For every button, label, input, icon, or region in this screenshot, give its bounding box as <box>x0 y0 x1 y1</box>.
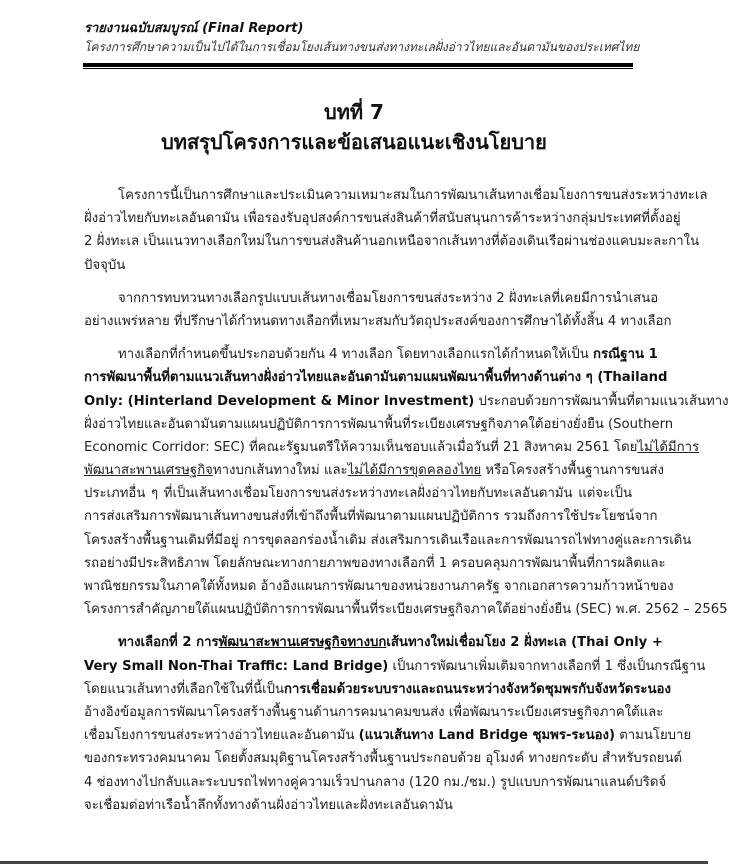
text-line <box>84 436 700 459</box>
bold-text: ทางเลือกที่ 2 การ <box>118 635 219 651</box>
text-line <box>84 413 674 436</box>
text-segment: ตามนโยบาย <box>615 728 692 744</box>
text-segment: ประเภทอื่น ๆ ที่เป็นเส้นทางเชื่อมโยงการขนส่งระหว่างทะเลฝั่งอ่าวไทยกับทะเลอันดามัน แต่จะเป็น <box>84 486 632 502</box>
bold-text: พัฒนาสะพานเศรษฐกิจทางบก <box>218 635 387 651</box>
paragraph <box>84 631 706 817</box>
text-segment: โครงการนี้เป็นการศึกษาและประเมินความเหมาะสมในการพัฒนาเส้นทางเชื่อมโยงการขนส่งระหว่างทะเล <box>118 188 708 203</box>
underlined-text: ไม่ได้มีการ <box>637 439 700 455</box>
paragraph <box>84 287 672 333</box>
text-segment: จากการทบทวนทางเลือกรูปแบบเส้นทางเชื่อมโยงการขนส่งระหว่าง 2 ฝั่งทะเลที่เคยมีการนำเสนอ <box>118 290 659 306</box>
text-line <box>84 505 658 528</box>
bold-text: (แนวเส้นทาง Land Bridge ชุมพร-ระนอง) <box>358 728 615 744</box>
bold-text: Very Small Non-Thai Traffic: Land Bridge) <box>84 658 389 674</box>
text-line <box>84 575 674 598</box>
project-title: โครงการศึกษาความเป็นไปได้ในการเชื่อมโยงเส้นทางขนส่งทางทะเลฝั่งอ่าวไทยและอันดามันของประเทศไทย <box>84 40 640 54</box>
text-line <box>84 343 658 366</box>
text-line <box>84 655 706 678</box>
text-line <box>84 771 667 794</box>
underlined-text: พัฒนาสะพานเศรษฐกิจ <box>84 463 213 479</box>
text-segment: ทางเลือกที่กำหนดขึ้นประกอบด้วยกัน 4 ทางเลือก โดยทางเลือกแรกได้กำหนดให้เป็น <box>118 347 593 363</box>
text-line <box>84 598 728 621</box>
bold-text: กรณีฐาน 1 <box>592 347 658 363</box>
text-segment: พาณิชยกรรมในภาคใต้ทั้งหมด อ้างอิงแผนการพัฒนาของหน่วยงานภาครัฐ จากเอกสารความก้าวหน้าของ <box>84 579 674 594</box>
text-segment: Economic Corridor: SEC) ที่คณะรัฐมนตรีให้ความเห็นชอบแล้วเมื่อวันที่ 21 สิงหาคม 2561 โดย <box>84 439 638 455</box>
report-title: รายงานฉบับสมบูรณ์ (Final Report) <box>84 21 304 36</box>
text-line <box>84 459 664 482</box>
text-line <box>84 390 729 413</box>
text-segment: อย่างแพร่หลาย ที่ปรึกษาได้กำหนดทางเลือกที่เหมาะสมกับวัตถุประสงค์ของการศึกษาได้ทั้งสิ้น 4 ทางเลือก <box>84 313 672 329</box>
text-segment: ฝั่งอ่าวไทยและอันดามันตามแผนปฏิบัติการการพัฒนาพื้นที่ระเบียงเศรษฐกิจภาคใต้อย่างยั่งยืน (Southern <box>84 416 674 432</box>
document-body <box>84 184 729 827</box>
text-segment: ทางบกเส้นทางใหม่ และ <box>212 463 348 479</box>
text-segment: ของกระทรวงคมนาคม โดยตั้งสมมุติฐานโครงสร้างพื้นฐานประกอบด้วย อุโมงค์ ทางยกระดับ สำหรับรถยนต์ <box>84 751 683 767</box>
text-segment: รถอย่างมีประสิทธิภาพ โดยลักษณะทางกายภาพของทางเลือกที่ 1 ครอบคลุมการพัฒนาพื้นที่การผลิตและ <box>84 555 666 571</box>
text-line <box>84 184 708 207</box>
text-line <box>84 701 664 724</box>
text-line <box>84 230 700 253</box>
header-rule-thick <box>83 63 633 67</box>
text-line <box>84 724 692 747</box>
text-line <box>84 287 659 310</box>
text-line <box>84 366 668 389</box>
underlined-text: ไม่ได้มีการขุดคลองไทย <box>347 463 482 479</box>
bold-text: เส้นทางใหม่เชื่อมโยง 2 ฝั่งทะเล (Thai Only + <box>386 635 663 651</box>
text-segment: เชื่อมโยงการขนส่งระหว่างอ่าวไทยและอันดามัน <box>84 728 359 744</box>
text-segment: ฝั่งอ่าวไทยกับทะเลอันดามัน เพื่อรองรับอุปสงค์การขนส่งสินค้าที่สนับสนุนการค้าระหว่างกลุ่มประเทศที่ตั้งอยู่ <box>84 211 681 227</box>
text-segment: 2 ฝั่งทะเล เป็นแนวทางเลือกใหม่ในการขนส่งสินค้านอกเหนือจากเส้นทางที่ต้องเดินเรือผ่านช่องแคบมะละกาใน <box>84 234 700 250</box>
chapter-number: บทที่ 7 <box>324 100 384 124</box>
text-segment: อ้างอิงข้อมูลการพัฒนาโครงสร้างพื้นฐานด้านการคมนาคมขนส่ง เพื่อพัฒนาระเบียงเศรษฐกิจภาคใต้และ <box>84 704 664 720</box>
text-segment: จะเชื่อมต่อท่าเรือน้ำลึกทั้งทางด้านฝั่งอ่าวไทยและฝั่งทะเลอันดามัน <box>84 797 453 813</box>
text-line <box>84 794 632 817</box>
text-line <box>84 529 692 552</box>
text-line <box>84 747 683 770</box>
text-segment: ประกอบด้วยการพัฒนาพื้นที่ตามแนวเส้นทาง <box>474 393 729 409</box>
text-segment: การส่งเสริมการพัฒนาเส้นทางขนส่งที่เข้าถึงพื้นที่พัฒนาตามแผนปฏิบัติการ รวมถึงการใช้ประโยชน์จาก <box>84 509 658 525</box>
text-segment: หรือโครงสร้างพื้นฐานการขนส่ง <box>481 463 664 479</box>
text-segment: เป็นการพัฒนาเพิ่มเติมจากทางเลือกที่ 1 ซึ่งเป็นกรณีฐาน <box>388 658 706 674</box>
text-line <box>84 631 663 654</box>
text-line <box>84 254 632 277</box>
chapter-title: บทสรุปโครงการและข้อเสนอแนะเชิงนโยบาย <box>161 130 547 154</box>
text-segment: โดยแนวเส้นทางที่เลือกใช้ในที่นี้เป็น <box>84 681 285 697</box>
text-line <box>84 678 671 701</box>
text-segment: ปัจจุบัน <box>84 257 126 273</box>
paragraph <box>84 343 729 621</box>
bold-text: การพัฒนาพื้นที่ตามแนวเส้นทางฝั่งอ่าวไทยและอันดามันตามแผนพัฒนาพื้นที่ทางด้านต่าง ๆ (Thailand <box>84 370 668 386</box>
text-line <box>84 207 681 230</box>
text-segment: โครงสร้างพื้นฐานเดิมที่มีอยู่ การขุดลอกร่องน้ำเดิม ส่งเสริมการเดินเรือและการพัฒนารถไฟทางคู่และการเดิน <box>84 532 692 548</box>
text-line <box>84 552 666 575</box>
bold-text: Only: (Hinterland Development & Minor Investment) <box>84 393 475 409</box>
text-line <box>84 310 672 333</box>
header-rule-thin <box>83 68 633 69</box>
paragraph <box>84 184 708 277</box>
text-segment: โครงการสำคัญภายใต้แผนปฏิบัติการการพัฒนาพื้นที่ระเบียงเศรษฐกิจภาคใต้อย่างยั่งยืน (SEC) พ.ศ. 2562 – 2565 <box>84 602 728 618</box>
bold-text: การเชื่อมด้วยระบบรางและถนนระหว่างจังหวัดชุมพรกับจังหวัดระนอง <box>284 681 671 697</box>
text-line <box>84 482 632 505</box>
text-segment: 4 ช่องทางไปกลับและระบบรถไฟทางคู่ความเร็วปานกลาง (120 กม./ชม.) รูปแบบการพัฒนาแลนด์บริดจ์ <box>84 774 667 790</box>
